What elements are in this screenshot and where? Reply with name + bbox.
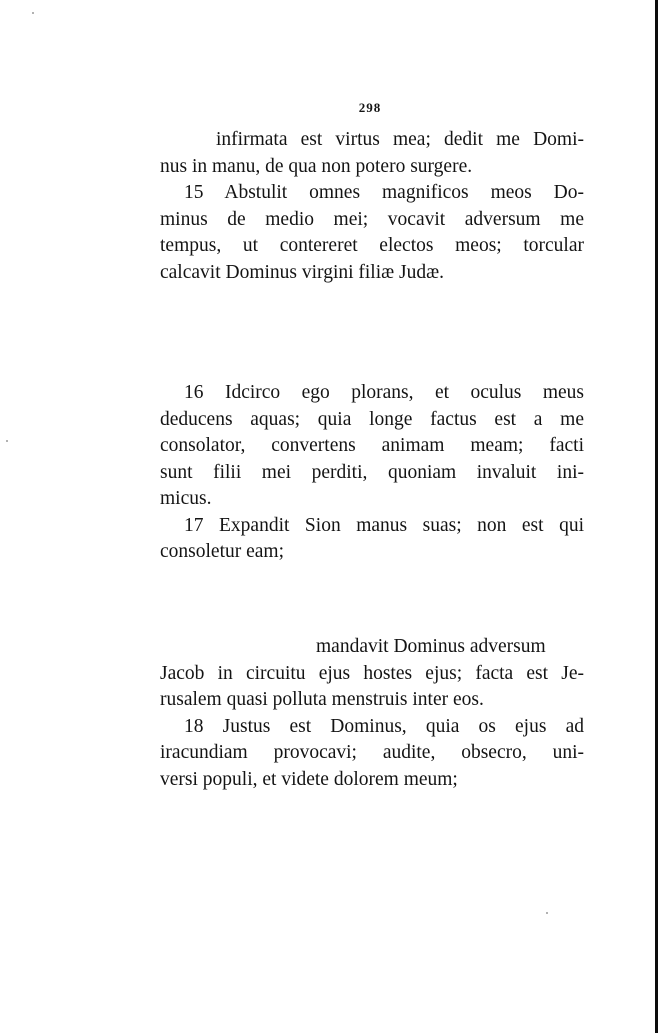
text-line: rusalem quasi polluta menstruis inter eos. xyxy=(160,689,484,710)
text-line: minus de medio mei; vocavit adversum me xyxy=(160,208,584,230)
text-block-2 xyxy=(160,380,584,566)
text-line: 16 Idcirco ego plorans, et oculus meus xyxy=(184,382,584,403)
text-line: sunt filii mei perditi, quoniam invaluit ini- xyxy=(160,461,584,483)
text-line: consolator, convertens animam meam; facti xyxy=(160,435,584,456)
text-block-1 xyxy=(160,127,584,286)
text-line: 17 Expandit Sion manus suas; non est qui xyxy=(184,514,584,536)
text-line: iracundiam provocavi; audite, obsecro, uni- xyxy=(160,742,584,763)
text-line: mandavit Dominus adversum xyxy=(316,636,546,657)
paper-speck xyxy=(32,12,34,14)
text-line: infirmata est virtus mea; dedit me Domi- xyxy=(216,129,584,150)
text-line: deducens aquas; quia longe factus est a me xyxy=(160,408,584,430)
text-line: consoletur eam; xyxy=(160,541,284,562)
paper-speck xyxy=(6,440,8,442)
page-margin xyxy=(658,0,668,1033)
text-line: tempus, ut contereret electos meos; torcular xyxy=(160,235,584,256)
text-line: 15 Abstulit omnes magnificos meos Do- xyxy=(184,182,584,203)
text-line: calcavit Dominus virgini filiæ Judæ. xyxy=(160,261,444,283)
text-line: versi populi, et videte dolorem meum; xyxy=(160,768,458,790)
text-line: Jacob in circuitu ejus hostes ejus; facta est Je- xyxy=(160,662,584,684)
page-edge-line xyxy=(655,0,658,1033)
text-line: 18 Justus est Dominus, quia os ejus ad xyxy=(184,715,584,737)
paper-speck xyxy=(546,912,548,914)
text-line: micus. xyxy=(160,488,212,509)
text-line: nus in manu, de qua non potero surgere. xyxy=(160,155,473,177)
page-number: 298 xyxy=(358,100,382,115)
text-block-3 xyxy=(160,634,584,793)
